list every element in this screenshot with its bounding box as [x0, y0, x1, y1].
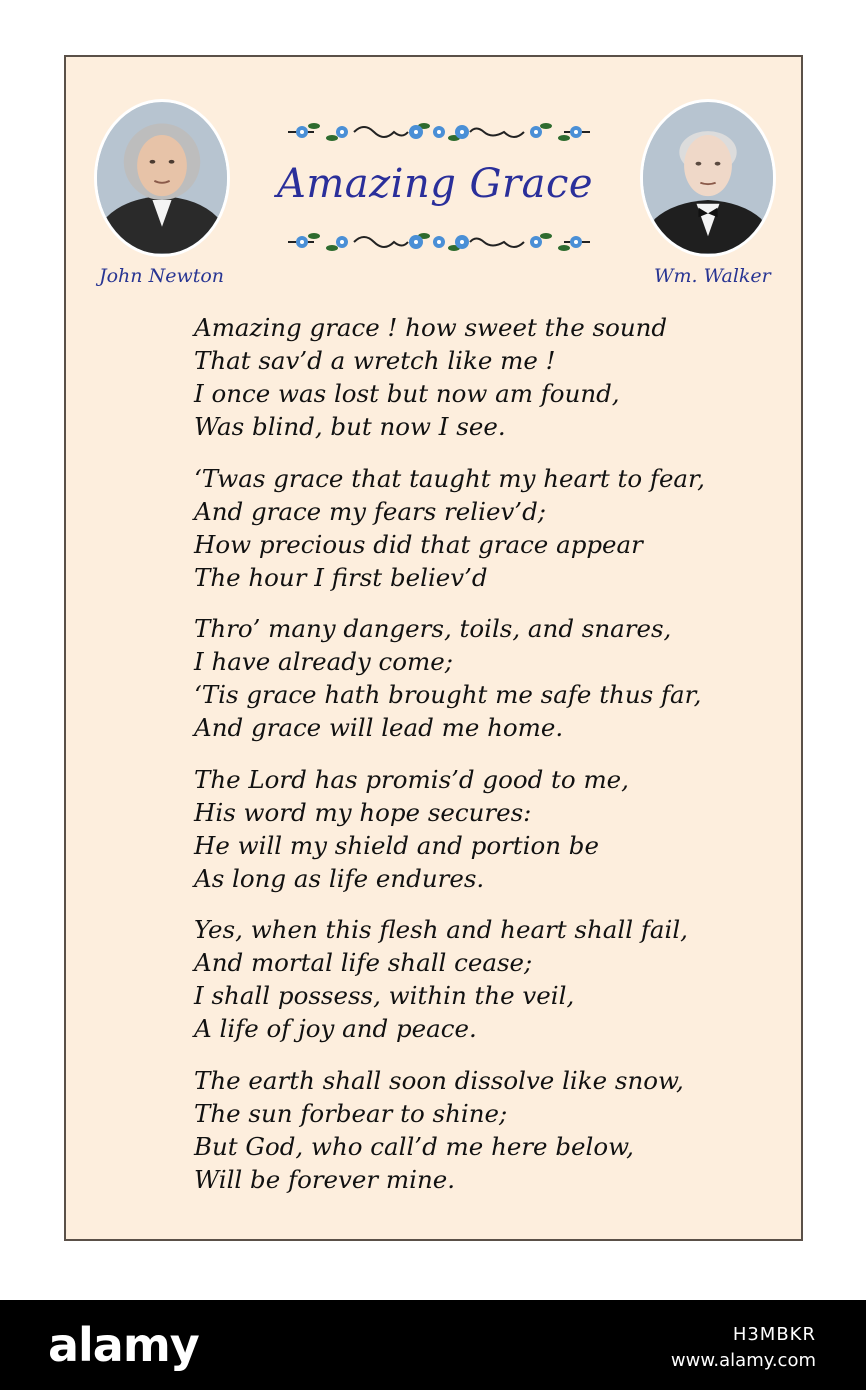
poem-line: And grace my fears reliev’d;: [194, 496, 547, 526]
poem-line: The hour I first believ’d: [194, 562, 488, 592]
poem-line: Will be forever mine.: [194, 1164, 456, 1194]
alamy-logo: alamy: [48, 1318, 199, 1372]
wm-walker-portrait-icon: [640, 99, 776, 257]
hymn-card: [64, 55, 803, 1241]
poem-line: A life of joy and peace.: [194, 1014, 477, 1043]
poem-line: But God, who call’d me here below,: [194, 1131, 634, 1161]
stock-footer-bar: [0, 1300, 866, 1390]
poem-line: And mortal life shall cease;: [194, 948, 533, 977]
poem-line: Amazing grace ! how sweet the sound: [194, 313, 668, 342]
poem-line: The sun forbear to shine;: [194, 1098, 508, 1128]
floral-scroll-bottom-icon: [284, 227, 594, 257]
john-newton-portrait-icon: [94, 99, 230, 257]
poem-line: ‘Twas grace that taught my heart to fear,: [194, 463, 705, 493]
poem-line: He will my shield and portion be: [194, 830, 599, 860]
author-left-name: John Newton: [99, 265, 225, 287]
stanza: [194, 612, 754, 744]
poem-line: I have already come;: [194, 647, 454, 676]
poem-line: And grace will lead me home.: [194, 713, 564, 742]
stock-url: www.alamy.com: [670, 1350, 816, 1371]
poem-line: How precious did that grace appear: [194, 529, 643, 559]
poem-line: I shall possess, within the veil,: [194, 981, 575, 1010]
poem-line: I once was lost but now am found,: [194, 379, 620, 408]
poem-line: Was blind, but now I see.: [194, 412, 506, 441]
stanza: [194, 1064, 754, 1196]
poem-line: That sav’d a wretch like me !: [194, 346, 556, 375]
stanza: [194, 311, 754, 443]
stanza: [194, 462, 754, 594]
stanza: [194, 763, 754, 895]
poem-line: The Lord has promis’d good to me,: [194, 764, 629, 794]
stanza: [194, 913, 754, 1045]
floral-scroll-top-icon: [284, 117, 594, 147]
hymn-title: Amazing Grace: [276, 161, 594, 207]
poem-line: His word my hope secures:: [194, 797, 532, 827]
poem-line: As long as life endures.: [194, 863, 485, 893]
stock-image-id: H3MBKR: [732, 1324, 816, 1345]
poem-line: The earth shall soon dissolve like snow,: [194, 1065, 684, 1095]
poem-body: [194, 311, 754, 1214]
poem-line: Yes, when this flesh and heart shall fail,: [194, 915, 688, 944]
author-right-name: Wm. Walker: [654, 265, 771, 287]
poem-line: Thro’ many dangers, toils, and snares,: [194, 614, 672, 643]
poem-line: ‘Tis grace hath brought me safe thus far,: [194, 680, 702, 709]
